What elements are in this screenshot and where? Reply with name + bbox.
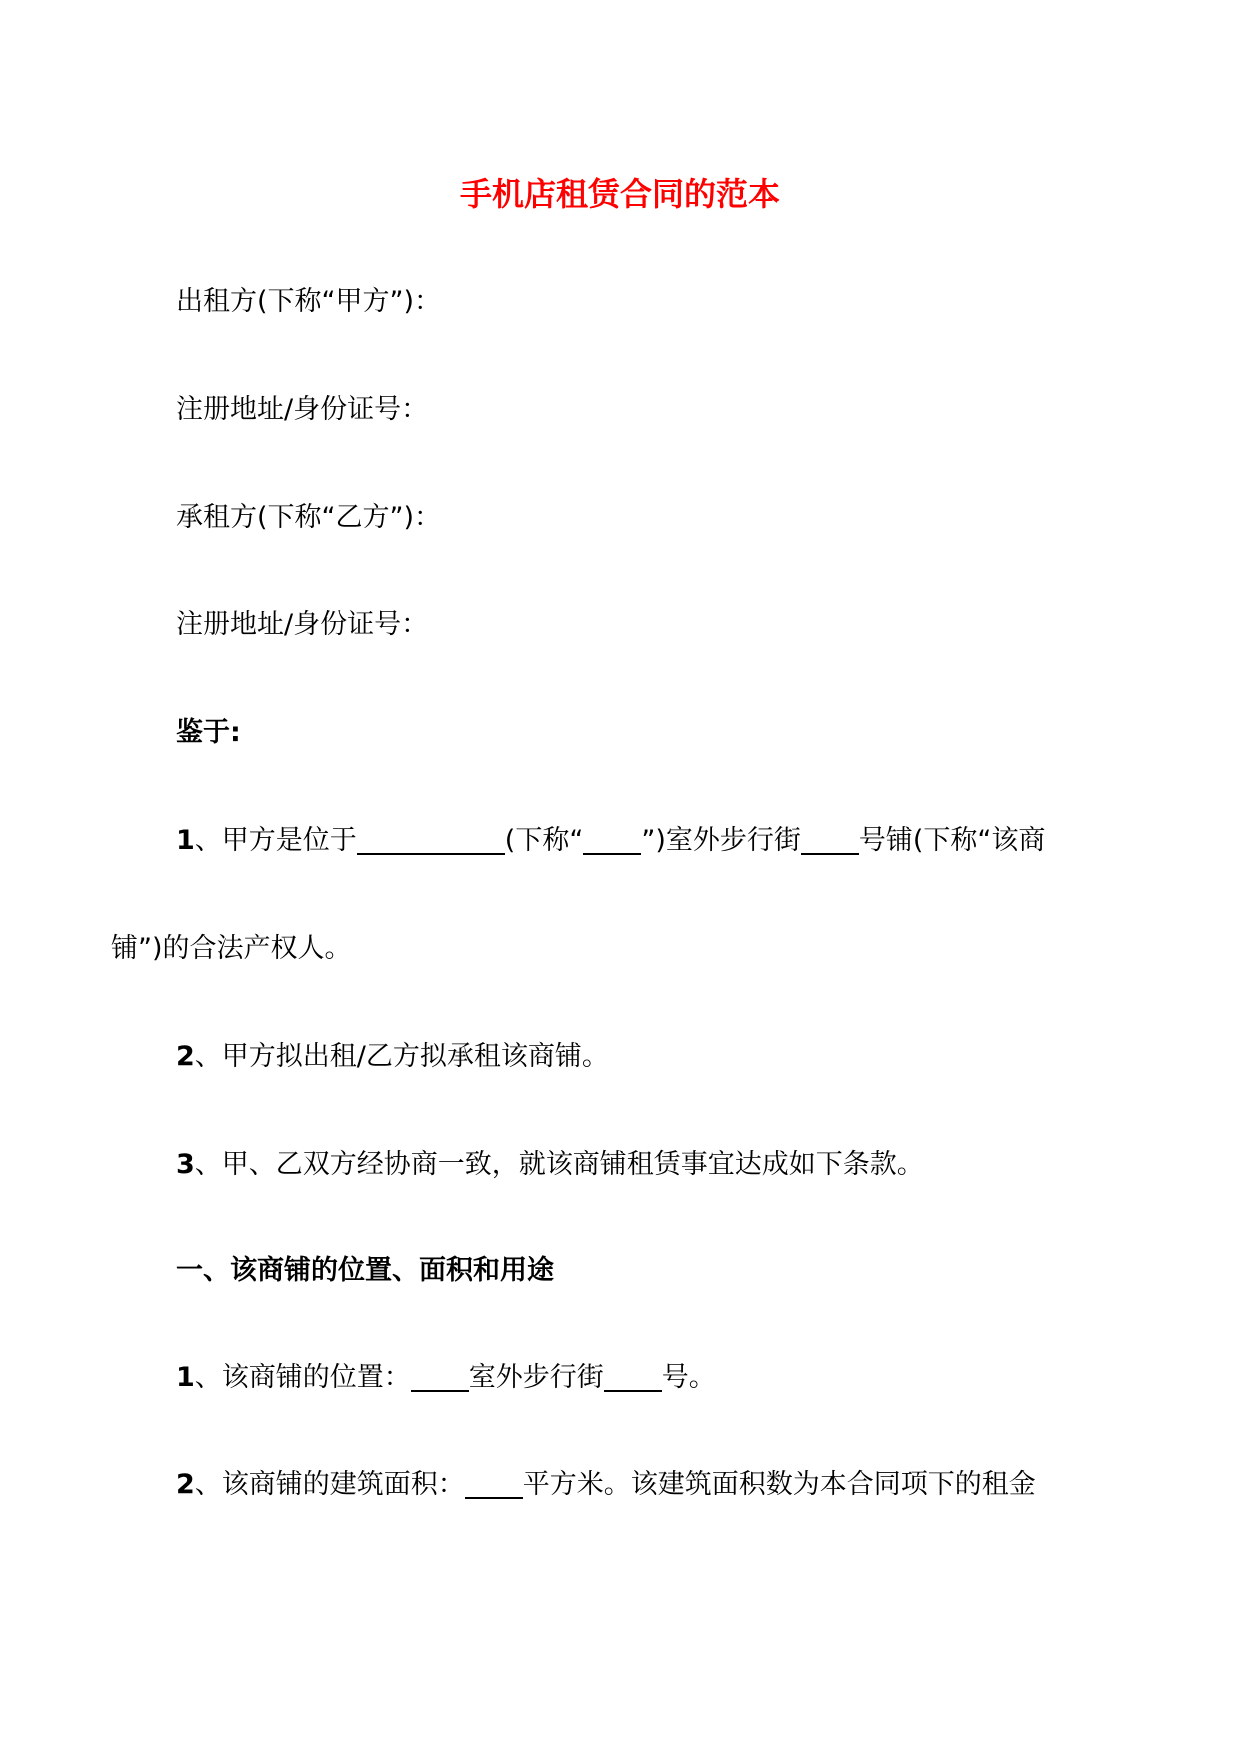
item-text: 、甲方是位于 [194,825,357,856]
item-text: 、该商铺的建筑面积： [194,1469,465,1500]
item-number: 2 [176,1041,195,1072]
whereas-item-3 [176,1145,924,1185]
item-text: 平方米。该建筑面积数为本合同项下的租金 [522,1469,1036,1500]
section-1-heading: 一、该商铺的位置、面积和用途 [176,1255,554,1286]
whereas-heading: 鉴于: [176,717,241,748]
blank-line [411,1360,469,1392]
blank-line [801,823,859,855]
item-number: 1 [176,825,195,856]
item-text: 室外步行街 [468,1362,604,1393]
whereas-item-1-cont: 铺”)的合法产权人。 [111,933,352,964]
item-number: 3 [176,1149,195,1180]
item-number: 1 [176,1362,195,1393]
whereas-item-2 [176,1037,609,1077]
blank-line [357,823,505,855]
item-text: 号。 [661,1362,716,1393]
document-title: 手机店租赁合同的范本 [459,175,780,213]
lessor-address-line: 注册地址/身份证号： [176,394,429,425]
item-text: 、甲方拟出租/乙方拟承租该商铺。 [194,1041,609,1072]
blank-line [465,1467,523,1499]
item-text: 、甲、乙双方经协商一致，就该商铺租赁事宜达成如下条款。 [194,1149,924,1180]
item-text: 号铺(下称“该商 [858,825,1046,856]
section-1-item-1 [176,1358,716,1398]
item-text: 、该商铺的位置： [194,1362,411,1393]
section-1-item-2 [176,1465,1036,1505]
item-number: 2 [176,1469,195,1500]
lessor-line: 出租方(下称“甲方”)： [176,286,442,317]
item-text: ”)室外步行街 [641,825,801,856]
lessee-address-line: 注册地址/身份证号： [176,609,429,640]
blank-line [583,823,641,855]
blank-line [604,1360,662,1392]
item-text: (下称“ [504,825,584,856]
lessee-line: 承租方(下称“乙方”)： [176,502,442,533]
whereas-item-1 [176,821,1045,861]
